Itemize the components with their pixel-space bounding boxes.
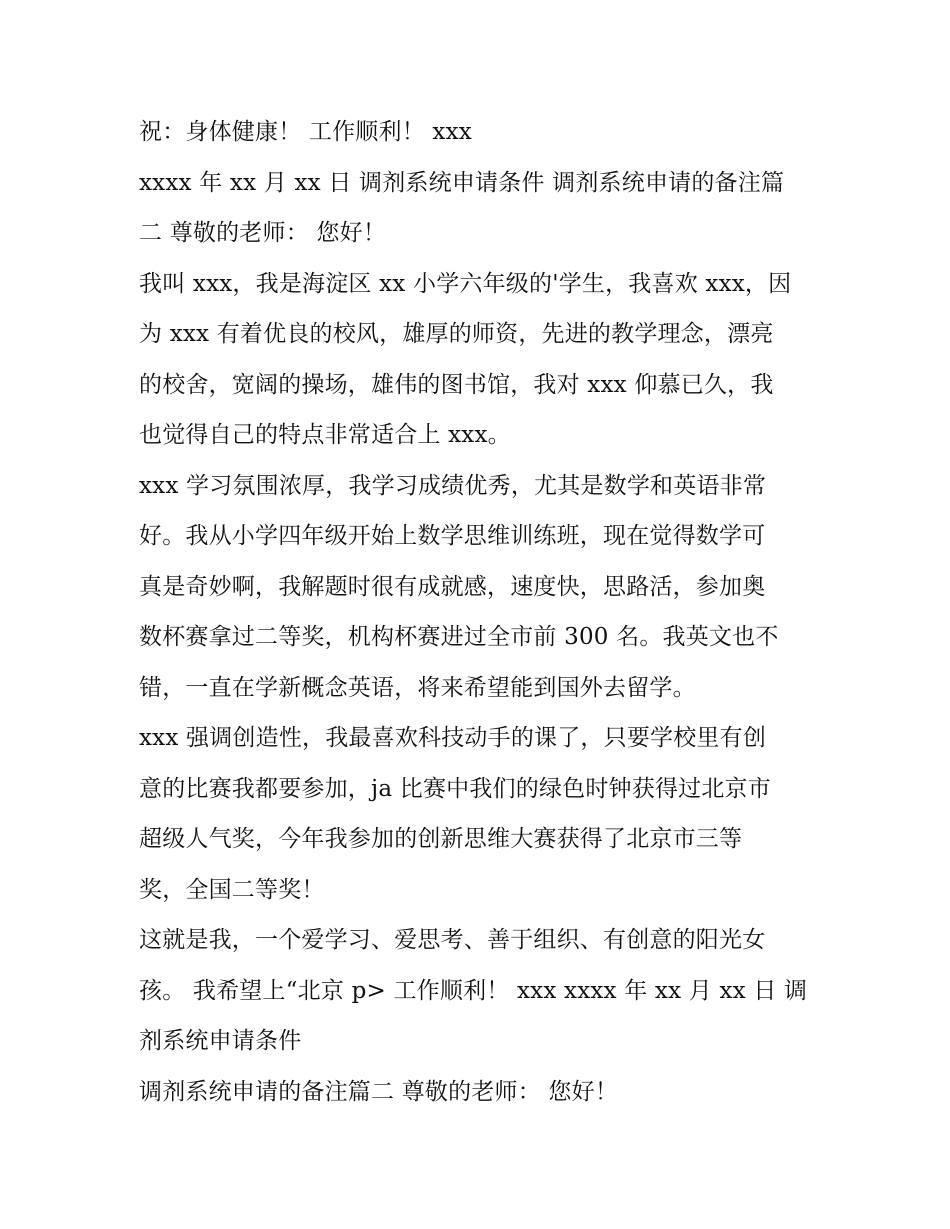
text-line: 意的比赛我都要参加，ja 比赛中我们的绿色时钟获得过北京市: [139, 775, 771, 802]
text-line: 为 xxx 有着优良的校风，雄厚的师资，先进的教学理念，漂亮: [139, 321, 774, 347]
text-line: 真是奇妙啊，我解题时很有成就感，速度快，思路活，参加奥: [139, 573, 766, 600]
text-line: 我叫 xxx，我是海淀区 xx 小学六年级的'学生，我喜欢 xxx，因: [139, 270, 792, 297]
text-line: 二 尊敬的老师： 您好！: [139, 220, 387, 246]
text-line: xxx 学习氛围浓厚，我学习成绩优秀，尤其是数学和英语非常: [139, 472, 767, 499]
document-body: [139, 107, 819, 1117]
text-line: 孩。 我希望上“北京 p> 工作顺利！ xxx xxxx 年 xx 月 xx 日 调: [139, 977, 808, 1004]
text-line: 剂系统申请条件: [139, 1028, 302, 1054]
text-line: 奖，全国二等奖！: [139, 876, 325, 903]
text-line: 这就是我，一个爱学习、爱思考、善于组织、有创意的阳光女: [139, 927, 766, 953]
text-line: 的校舍，宽阔的操场，雄伟的图书馆，我对 xxx 仰慕已久，我: [139, 371, 774, 398]
text-line: xxx 强调创造性，我最喜欢科技动手的课了，只要学校里有创: [139, 725, 767, 751]
text-line: 也觉得自己的特点非常适合上 xxx。: [139, 422, 511, 448]
text-line: 调剂系统申请的备注篇二 尊敬的老师： 您好！: [139, 1078, 619, 1105]
text-line: 超级人气奖，今年我参加的创新思维大赛获得了北京市三等: [139, 826, 743, 852]
text-line: xxxx 年 xx 月 xx 日 调剂系统申请条件 调剂系统申请的备注篇: [139, 169, 785, 196]
text-line: 祝：身体健康！ 工作顺利！ xxx: [139, 119, 472, 145]
text-line: 错，一直在学新概念英语，将来希望能到国外去留学。: [139, 674, 696, 701]
text-line: 数杯赛拿过二等奖，机构杯赛进过全市前 300 名。我英文也不: [139, 624, 779, 650]
text-line: 好。我从小学四年级开始上数学思维训练班，现在觉得数学可: [139, 523, 766, 549]
